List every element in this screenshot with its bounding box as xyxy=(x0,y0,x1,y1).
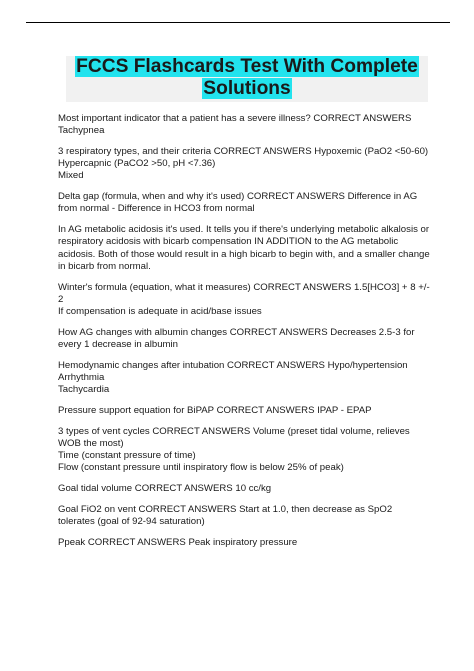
flashcard-entry: Delta gap (formula, when and why it's used) CORRECT ANSWERS Difference in AG from normal - Difference in HCO3 from normal xyxy=(58,191,418,215)
flashcard-entry: Winter's formula (equation, what it measures) CORRECT ANSWERS 1.5[HCO3] + 8 +/- 2 If compensation is adequate in acid/base issues xyxy=(58,281,430,317)
flashcard-entry: 3 respiratory types, and their criteria CORRECT ANSWERS Hypoxemic (PaO2 <50-60) Hypercapnic (PaCO2 >50, pH <7.36) Mixed xyxy=(58,146,429,182)
flashcard-entry: Pressure support equation for BiPAP CORRECT ANSWERS IPAP - EPAP xyxy=(58,405,372,417)
document-title-text: FCCS Flashcards Test With Complete Solutions xyxy=(76,56,418,99)
flashcard-list xyxy=(58,113,442,558)
header-rule xyxy=(26,22,450,23)
flashcard-entry: 3 types of vent cycles CORRECT ANSWERS Volume (preset tidal volume, relieves WOB the most) Time (constant pressure of time) Flow (constant pressure until inspiratory flow is below 25% of peak) xyxy=(58,426,410,474)
flashcard-entry: Goal tidal volume CORRECT ANSWERS 10 cc/kg xyxy=(58,483,272,495)
flashcard-entry: Ppeak CORRECT ANSWERS Peak inspiratory pressure xyxy=(58,537,298,549)
flashcard-entry: Goal FiO2 on vent CORRECT ANSWERS Start at 1.0, then decrease as SpO2 tolerates (goal of 92-94 saturation) xyxy=(58,504,393,528)
flashcard-entry: Hemodynamic changes after intubation CORRECT ANSWERS Hypo/hypertension Arrhythmia Tachycardia xyxy=(58,359,408,396)
flashcard-entry: Most important indicator that a patient has a severe illness? CORRECT ANSWERS Tachypnea xyxy=(58,113,412,137)
document-title xyxy=(66,56,428,100)
flashcard-entry: How AG changes with albumin changes CORRECT ANSWERS Decreases 2.5-3 for every 1 decrease in albumin xyxy=(58,326,415,350)
flashcard-entry: In AG metabolic acidosis it's used. It tells you if there's underlying metabolic alkalosis or respiratory acidosis with bicarb compensation IN ADDITION to the AG metabolic acidosis. Both of those would result in a high bicarb to begin with, and a smaller change in bicarb from normal. xyxy=(58,224,430,272)
